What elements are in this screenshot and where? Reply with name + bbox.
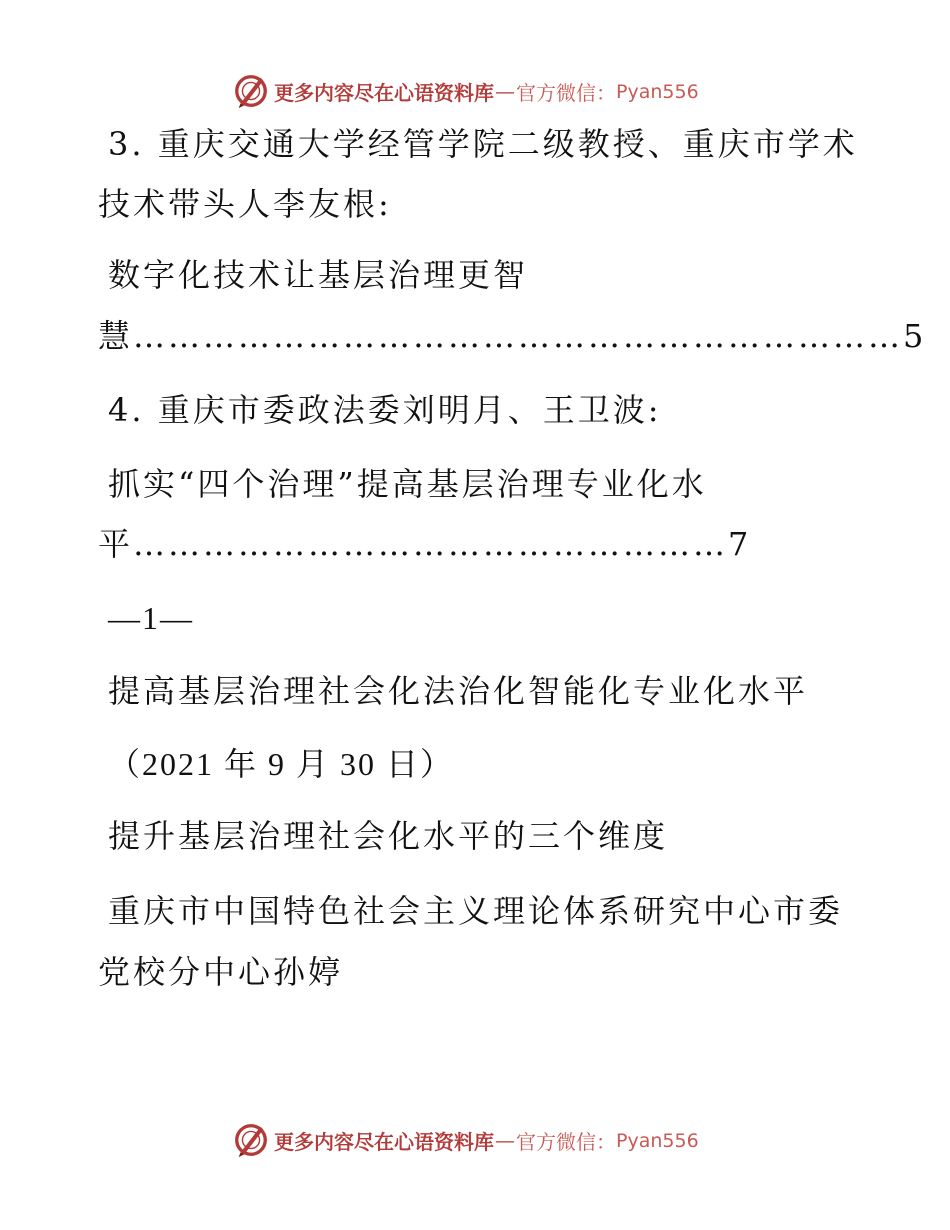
- author-line2: 党校分中心孙婷: [98, 953, 344, 991]
- item3-title: 数字化技术让基层治理更智: [108, 256, 529, 294]
- item4-title: 抓实“四个治理”提高基层治理专业化水: [108, 465, 707, 503]
- watermark-label: 官方微信：: [516, 1129, 616, 1154]
- watermark-separator: —: [495, 1128, 515, 1152]
- page-number: —1—: [108, 600, 194, 636]
- item4-title-end: 平……………………………………………7: [98, 525, 752, 563]
- watermark-label: 官方微信：: [516, 80, 616, 105]
- watermark-text: 更多内容尽在心语资料库: [274, 80, 494, 105]
- watermark-text: 更多内容尽在心语资料库: [274, 1129, 494, 1154]
- watermark-header: [232, 71, 732, 111]
- article-title: 提升基层治理社会化水平的三个维度: [108, 817, 669, 855]
- author-line1: 重庆市中国特色社会主义理论体系研究中心市委: [108, 892, 844, 930]
- watermark-id: Pyan556: [616, 1130, 699, 1152]
- item3-title-end: 慧…………………………………………………………5: [98, 317, 927, 355]
- section-title: 提高基层治理社会化法治化智能化专业化水平: [108, 672, 809, 710]
- quill-logo-icon: [232, 1121, 270, 1159]
- watermark-id: Pyan556: [616, 81, 699, 103]
- watermark-separator: —: [495, 79, 515, 103]
- quill-logo-icon: [232, 72, 270, 110]
- watermark-footer: [232, 1120, 732, 1160]
- item3-line1: 3. 重庆交通大学经管学院二级教授、重庆市学术: [108, 125, 858, 163]
- item3-line2: 技术带头人李友根:: [98, 185, 392, 223]
- section-date: （2021 年 9 月 30 日）: [108, 746, 455, 782]
- item4-line1: 4. 重庆市委政法委刘明月、王卫波:: [108, 391, 662, 429]
